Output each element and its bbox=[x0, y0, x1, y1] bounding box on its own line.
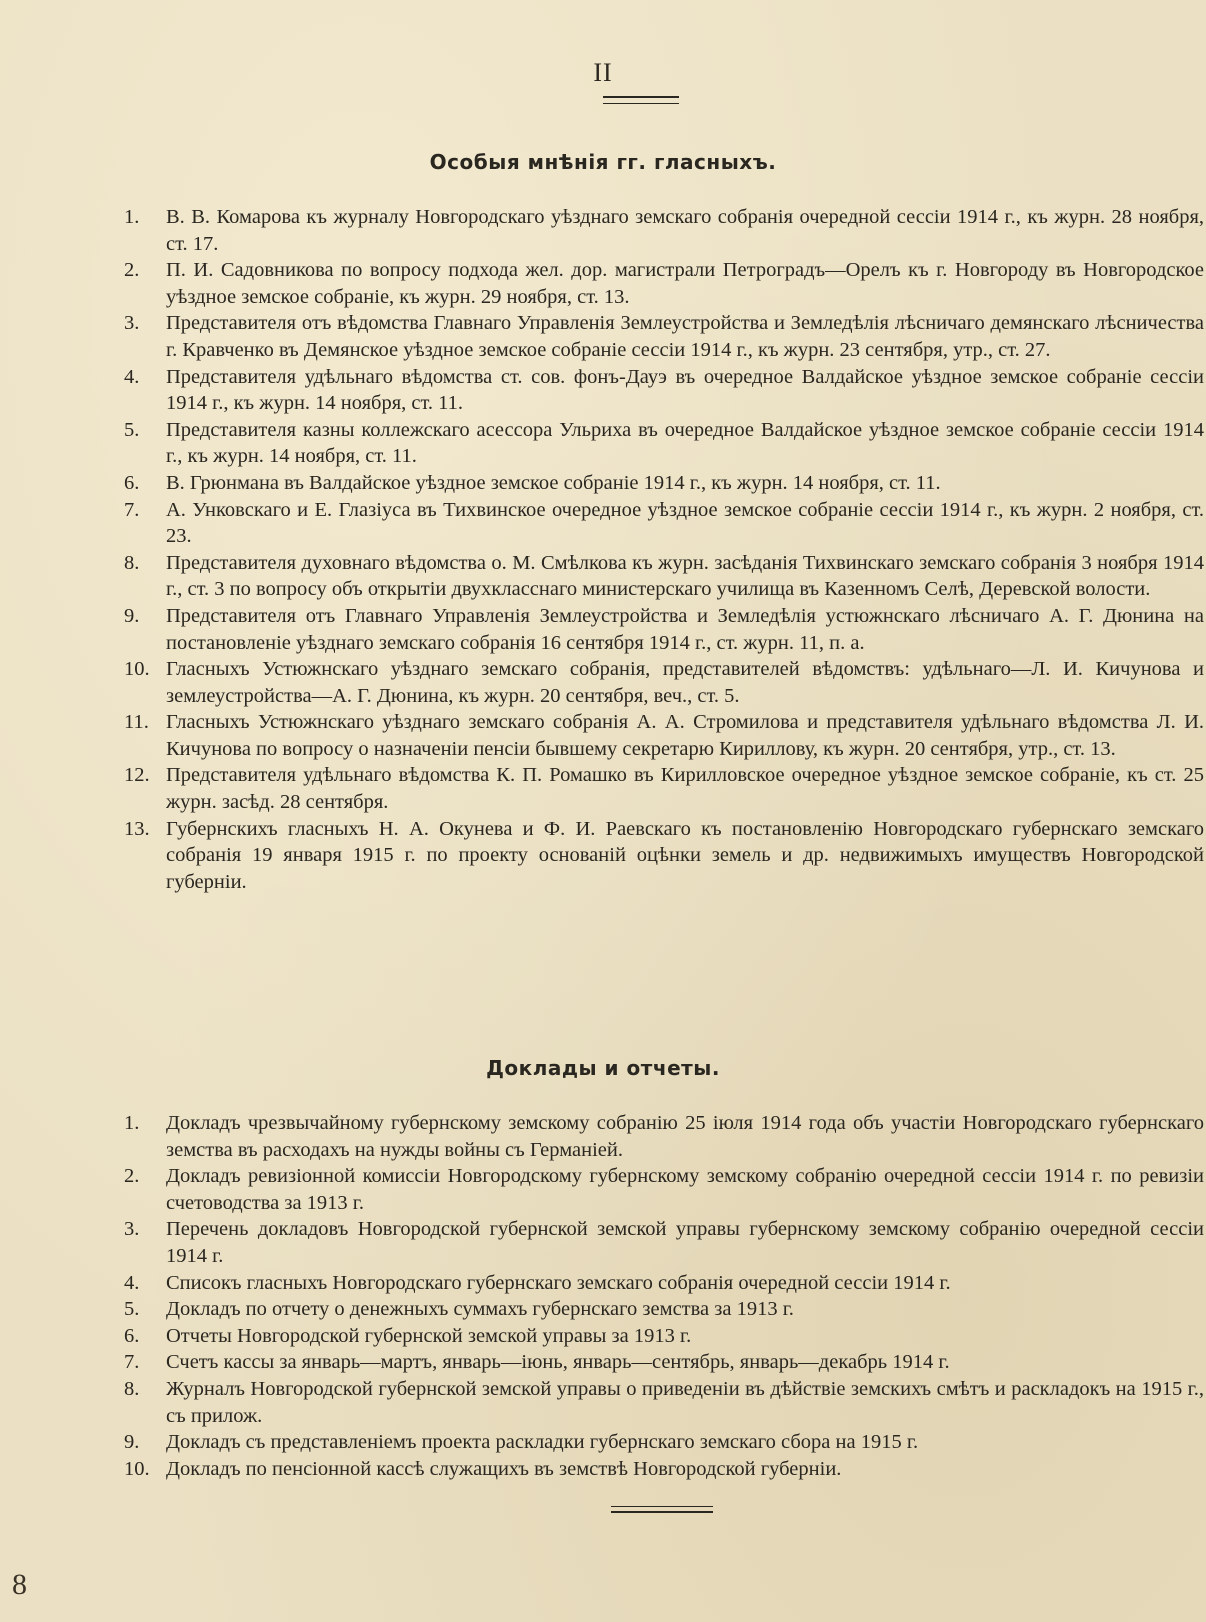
list-item bbox=[124, 709, 1204, 762]
list-item bbox=[124, 656, 1204, 709]
item-number: 10. bbox=[124, 658, 150, 681]
list-item bbox=[124, 1349, 1204, 1376]
item-text: Представителя отъ Главнаго Управленія Землеустройства и Земледѣлія устюжнскаго лѣсничаго А. Г. Дюнина на постановленіе уѣзднаго земскаго собранія 16 сентября 1914 г., ст. журн. 11, п. а. bbox=[166, 604, 1204, 654]
item-number: 10. bbox=[124, 1457, 150, 1480]
item-text: Докладъ ревизіонной комиссіи Новгородскому губернскому земскому собранію очередной сессіи 1914 г. по ревизіи счетоводства за 1913 г. bbox=[166, 1165, 1204, 1214]
item-number: 8. bbox=[124, 551, 140, 574]
item-text: Представителя казны коллежскаго асессора Ульриха въ очередное Валдайское уѣздное земское собраніе сессіи 1914 г., къ журн. 14 ноября, ст. 11. bbox=[166, 418, 1204, 468]
item-text: В. Грюнмана въ Валдайское уѣздное земское собраніе 1914 г., къ журн. 14 ноября, ст. 11. bbox=[166, 471, 941, 494]
item-text: Представителя удѣльнаго вѣдомства ст. сов. фонъ-Дауэ въ очередное Валдайское уѣздное земское собраніе сессіи 1914 г., къ журн. 14 ноября, ст. 11. bbox=[166, 365, 1204, 415]
item-number: 9. bbox=[124, 1431, 140, 1454]
item-number: 2. bbox=[124, 259, 140, 282]
corner-mark: 8 bbox=[12, 1568, 27, 1601]
special-opinions-list bbox=[124, 204, 1204, 895]
item-number: 5. bbox=[124, 418, 140, 441]
item-text: Перечень докладовъ Новгородской губернской земской управы губернскому земскому собранію очередной сессіи 1914 г. bbox=[166, 1218, 1204, 1267]
item-text: Докладъ по отчету о денежныхъ суммахъ губернскаго земства за 1913 г. bbox=[166, 1298, 794, 1321]
reports-list bbox=[124, 1110, 1204, 1482]
item-number: 11. bbox=[124, 711, 149, 734]
list-item bbox=[124, 417, 1204, 470]
item-text: Гласныхъ Устюжнскаго уѣзднаго земскаго собранія А. А. Стромилова и представителя удѣльнаго вѣдомства Л. И. Кичунова по вопросу о назначеніи пенсіи бывшему секретарю Кириллову, къ журн. 20 сентября, утр., ст. 13. bbox=[166, 711, 1204, 760]
item-text: Журналъ Новгородской губернской земской управы о приведеніи въ дѣйствіе земскихъ смѣтъ и раскладокъ на 1915 г., съ прилож. bbox=[166, 1377, 1204, 1427]
section-title-reports: Доклады и отчеты. bbox=[486, 1056, 720, 1080]
item-text: Представителя духовнаго вѣдомства о. М. Смѣлкова къ журн. засѣданія Тихвинскаго земскаго собранія 3 ноября 1914 г., ст. 3 по вопросу объ открытіи двухкласснаго министерскаго училища въ Казенномъ Селѣ, Деревской волости. bbox=[166, 551, 1204, 601]
list-item bbox=[124, 310, 1204, 363]
item-text: Докладъ съ представленіемъ проекта раскладки губернскаго земскаго сбора на 1915 г. bbox=[166, 1431, 919, 1454]
item-number: 12. bbox=[124, 764, 150, 787]
list-item bbox=[124, 816, 1204, 896]
page-number: II bbox=[593, 58, 613, 87]
item-number: 4. bbox=[124, 365, 140, 388]
item-number: 6. bbox=[124, 471, 140, 494]
list-item bbox=[124, 364, 1204, 417]
item-number: 6. bbox=[124, 1324, 140, 1347]
item-text: Списокъ гласныхъ Новгородскаго губернскаго земскаго собранія очередной сессіи 1914 г. bbox=[166, 1271, 951, 1294]
item-number: 3. bbox=[124, 312, 140, 335]
list-item bbox=[124, 1163, 1204, 1216]
item-text: В. В. Комарова къ журналу Новгородскаго уѣзднаго земскаго собранія очередной сессіи 1914 г., къ журн. 28 ноября, ст. 17. bbox=[166, 206, 1204, 255]
item-number: 9. bbox=[124, 604, 140, 627]
list-item bbox=[124, 550, 1204, 603]
list-item bbox=[124, 1376, 1204, 1429]
item-text: Представителя отъ вѣдомства Главнаго Управленія Землеустройства и Земледѣлія лѣсничаго демянскаго лѣсничества г. Кравченко въ Демянское уѣздное земское собраніе сессіи 1914 г., къ журн. 23 сентября, утр., ст. 27. bbox=[166, 312, 1204, 361]
item-text: Губернскихъ гласныхъ Н. А. Окунева и Ф. И. Раевскаго къ постановленію Новгородскаго губернскаго земскаго собранія 19 января 1915 г. по проекту основаній оцѣнки земель и др. недвижимыхъ имуществъ Новгородской губерніи. bbox=[166, 817, 1204, 893]
item-text: Докладъ чрезвычайному губернскому земскому собранію 25 іюля 1914 года объ участіи Новгородскаго губернскаго земства въ расходахъ на нужды войны съ Германіей. bbox=[166, 1112, 1204, 1161]
list-item bbox=[124, 204, 1204, 257]
list-item bbox=[124, 1216, 1204, 1269]
item-number: 7. bbox=[124, 498, 140, 521]
list-item bbox=[124, 1270, 1204, 1297]
list-item bbox=[124, 257, 1204, 310]
item-number: 8. bbox=[124, 1377, 140, 1400]
list-item bbox=[124, 1456, 1204, 1483]
page-number-underline bbox=[603, 96, 679, 104]
list-item bbox=[124, 1296, 1204, 1323]
item-text: Гласныхъ Устюжнскаго уѣзднаго земскаго собранія, представителей вѣдомствъ: удѣльнаго—Л. И. Кичунова и землеустройства—А. Г. Дюнина, къ журн. 20 сентября, веч., ст. 5. bbox=[166, 658, 1204, 707]
list-item bbox=[124, 470, 1204, 497]
closing-double-rule bbox=[611, 1506, 713, 1513]
item-number: 1. bbox=[124, 1112, 140, 1134]
item-number: 2. bbox=[124, 1165, 140, 1188]
item-number: 13. bbox=[124, 817, 150, 840]
item-text: Отчеты Новгородской губернской земской управы за 1913 г. bbox=[166, 1324, 692, 1347]
item-number: 1. bbox=[124, 206, 140, 228]
item-text: Докладъ по пенсіонной кассѣ служащихъ въ земствѣ Новгородской губерніи. bbox=[166, 1457, 842, 1480]
list-item bbox=[124, 762, 1204, 815]
list-item bbox=[124, 497, 1204, 550]
item-text: А. Унковскаго и Е. Глазіуса въ Тихвинское очередное уѣздное земское собраніе сессіи 1914 г., къ журн. 2 ноября, ст. 23. bbox=[166, 498, 1204, 548]
item-text: Счетъ кассы за январь—мартъ, январь—іюнь, январь—сентябрь, январь—декабрь 1914 г. bbox=[166, 1351, 950, 1374]
item-text: П. И. Садовникова по вопросу подхода жел. дор. магистрали Петроградъ—Орелъ къ г. Новгороду въ Новгородское уѣздное земское собраніе, къ журн. 29 ноября, ст. 13. bbox=[166, 259, 1204, 308]
list-item bbox=[124, 1110, 1204, 1163]
item-number: 7. bbox=[124, 1351, 140, 1374]
section-title-special-opinions: Особыя мнѣнія гг. гласныхъ. bbox=[429, 150, 777, 174]
list-item bbox=[124, 1429, 1204, 1456]
item-number: 4. bbox=[124, 1271, 140, 1294]
item-number: 3. bbox=[124, 1218, 140, 1241]
list-item bbox=[124, 1323, 1204, 1350]
list-item bbox=[124, 603, 1204, 656]
item-number: 5. bbox=[124, 1298, 140, 1321]
item-text: Представителя удѣльнаго вѣдомства К. П. Ромашко въ Кирилловское очередное уѣздное земское собраніе, къ ст. 25 журн. засѣд. 28 сентября. bbox=[166, 764, 1204, 814]
